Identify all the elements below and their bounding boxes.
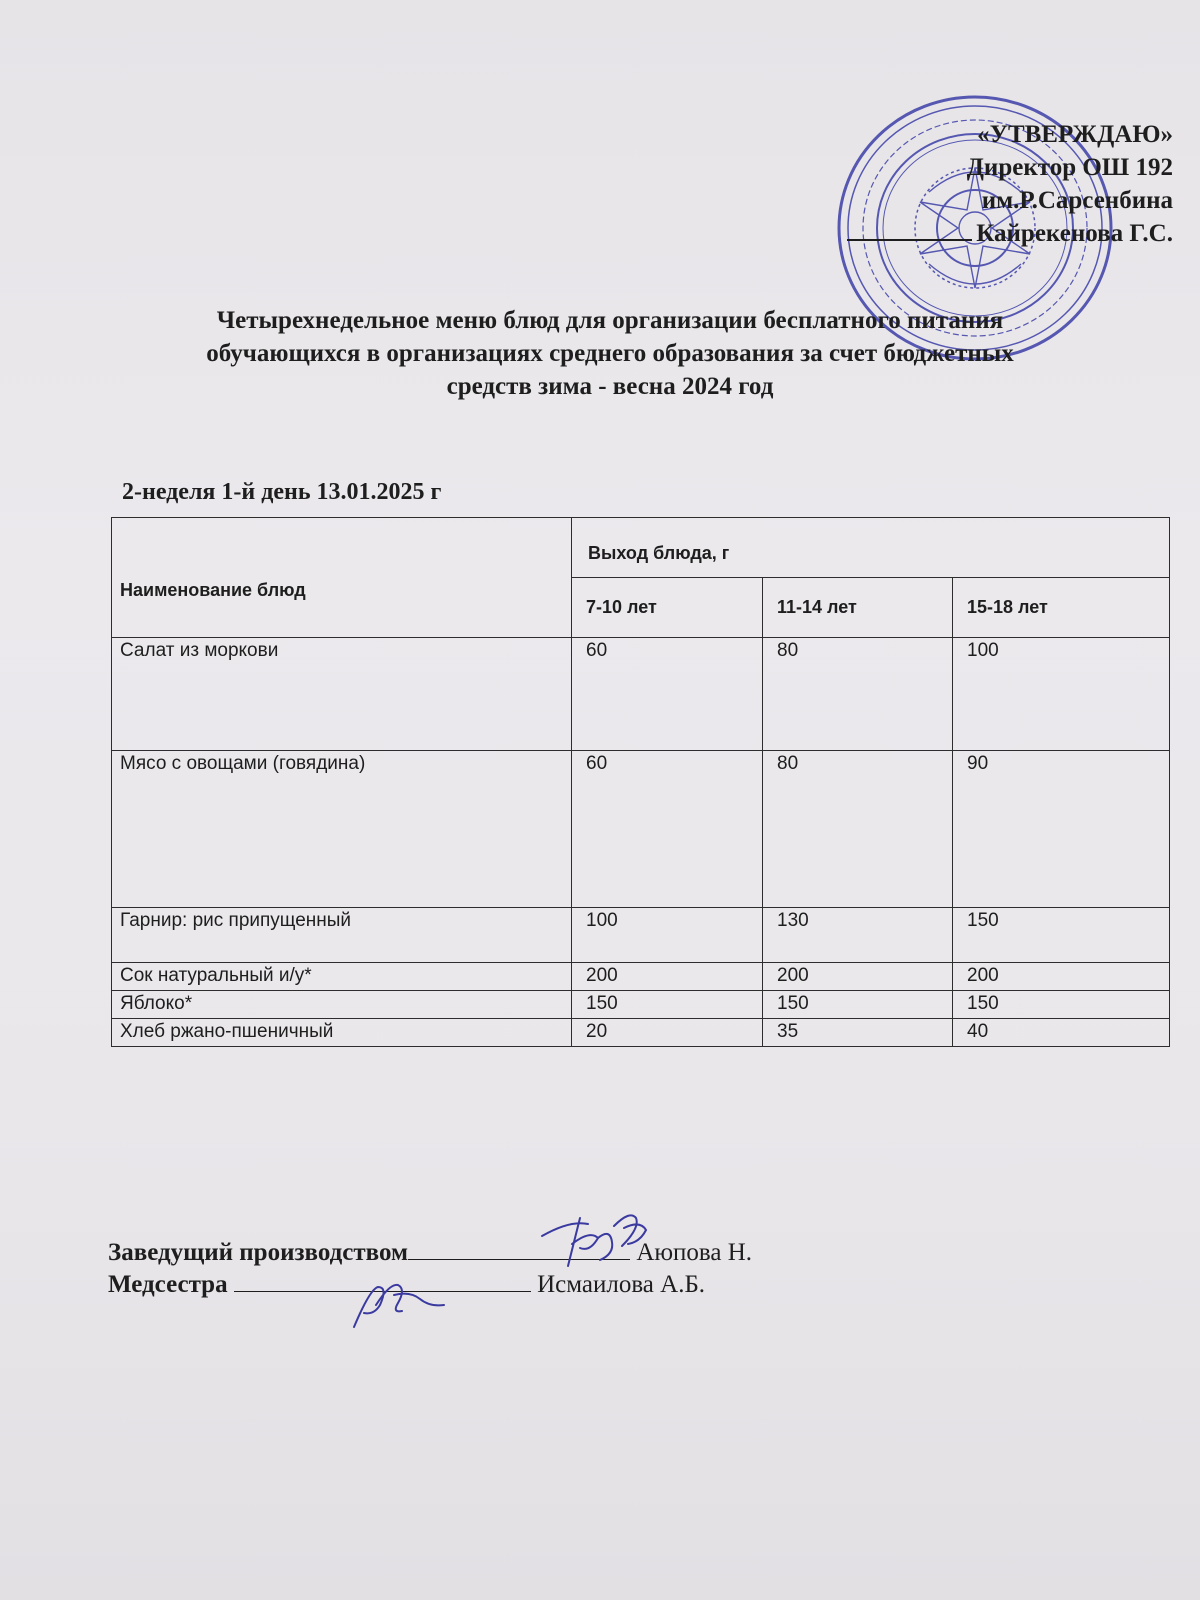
portion-15-18: 40 <box>953 1019 1170 1047</box>
portion-11-14: 80 <box>763 751 953 908</box>
age-group-15-18: 15-18 лет <box>953 578 1170 638</box>
nurse-signature <box>350 1265 450 1335</box>
age-group-11-14: 11-14 лет <box>763 578 953 638</box>
portion-7-10: 100 <box>572 908 763 963</box>
approval-director-title: Директор ОШ 192 <box>966 154 1173 181</box>
portion-15-18: 100 <box>953 638 1170 751</box>
portion-7-10: 60 <box>572 638 763 751</box>
portion-15-18: 200 <box>953 963 1170 991</box>
portion-15-18: 90 <box>953 751 1170 908</box>
table-row <box>112 751 1170 908</box>
header-row <box>112 518 1170 578</box>
age-group-7-10: 7-10 лет <box>572 578 763 638</box>
approval-director-name: Кайрекенова Г.С. <box>976 220 1173 247</box>
table-row <box>112 908 1170 963</box>
dish-name: Гарнир: рис припущенный <box>112 908 572 963</box>
approval-block <box>847 118 1173 250</box>
nurse-role: Медсестра <box>108 1271 228 1298</box>
portion-15-18: 150 <box>953 991 1170 1019</box>
approval-school-name: им.Р.Сарсенбина <box>981 187 1173 214</box>
document-title <box>110 304 1110 403</box>
approval-director-name-row <box>847 217 1173 250</box>
yield-header: Выход блюда, г <box>572 518 1170 578</box>
nurse-name: Исмаилова А.Б. <box>537 1271 706 1298</box>
production-manager-name: Аюпова Н. <box>636 1239 753 1266</box>
title-line-1: Четырехнедельное меню блюд для организации бесплатного питания <box>216 307 1004 334</box>
dish-name: Сок натуральный и/у* <box>112 963 572 991</box>
dish-name: Яблоко* <box>112 991 572 1019</box>
portion-7-10: 60 <box>572 751 763 908</box>
portion-11-14: 80 <box>763 638 953 751</box>
portion-7-10: 200 <box>572 963 763 991</box>
table-row <box>112 963 1170 991</box>
portion-11-14: 150 <box>763 991 953 1019</box>
menu-table <box>111 517 1170 1047</box>
approval-signature-line <box>847 239 972 241</box>
portion-11-14: 200 <box>763 963 953 991</box>
production-manager-role: Заведущий производством <box>108 1239 409 1266</box>
portion-7-10: 20 <box>572 1019 763 1047</box>
dish-name: Мясо с овощами (говядина) <box>112 751 572 908</box>
week-day-label: 2-неделя 1-й день 13.01.2025 г <box>122 479 442 505</box>
title-line-3: средств зима - весна 2024 год <box>446 373 774 400</box>
dish-name-header: Наименование блюд <box>112 518 572 638</box>
portion-15-18: 150 <box>953 908 1170 963</box>
production-manager-signature <box>540 1208 650 1278</box>
title-line-2: обучающихся в организациях среднего образования за счет бюджетных <box>206 340 1014 367</box>
portion-7-10: 150 <box>572 991 763 1019</box>
approval-heading: «УТВЕРЖДАЮ» <box>977 121 1173 148</box>
dish-name: Салат из моркови <box>112 638 572 751</box>
portion-11-14: 130 <box>763 908 953 963</box>
table-row <box>112 991 1170 1019</box>
portion-11-14: 35 <box>763 1019 953 1047</box>
dish-name: Хлеб ржано-пшеничный <box>112 1019 572 1047</box>
table-row <box>112 1019 1170 1047</box>
table-row <box>112 638 1170 751</box>
